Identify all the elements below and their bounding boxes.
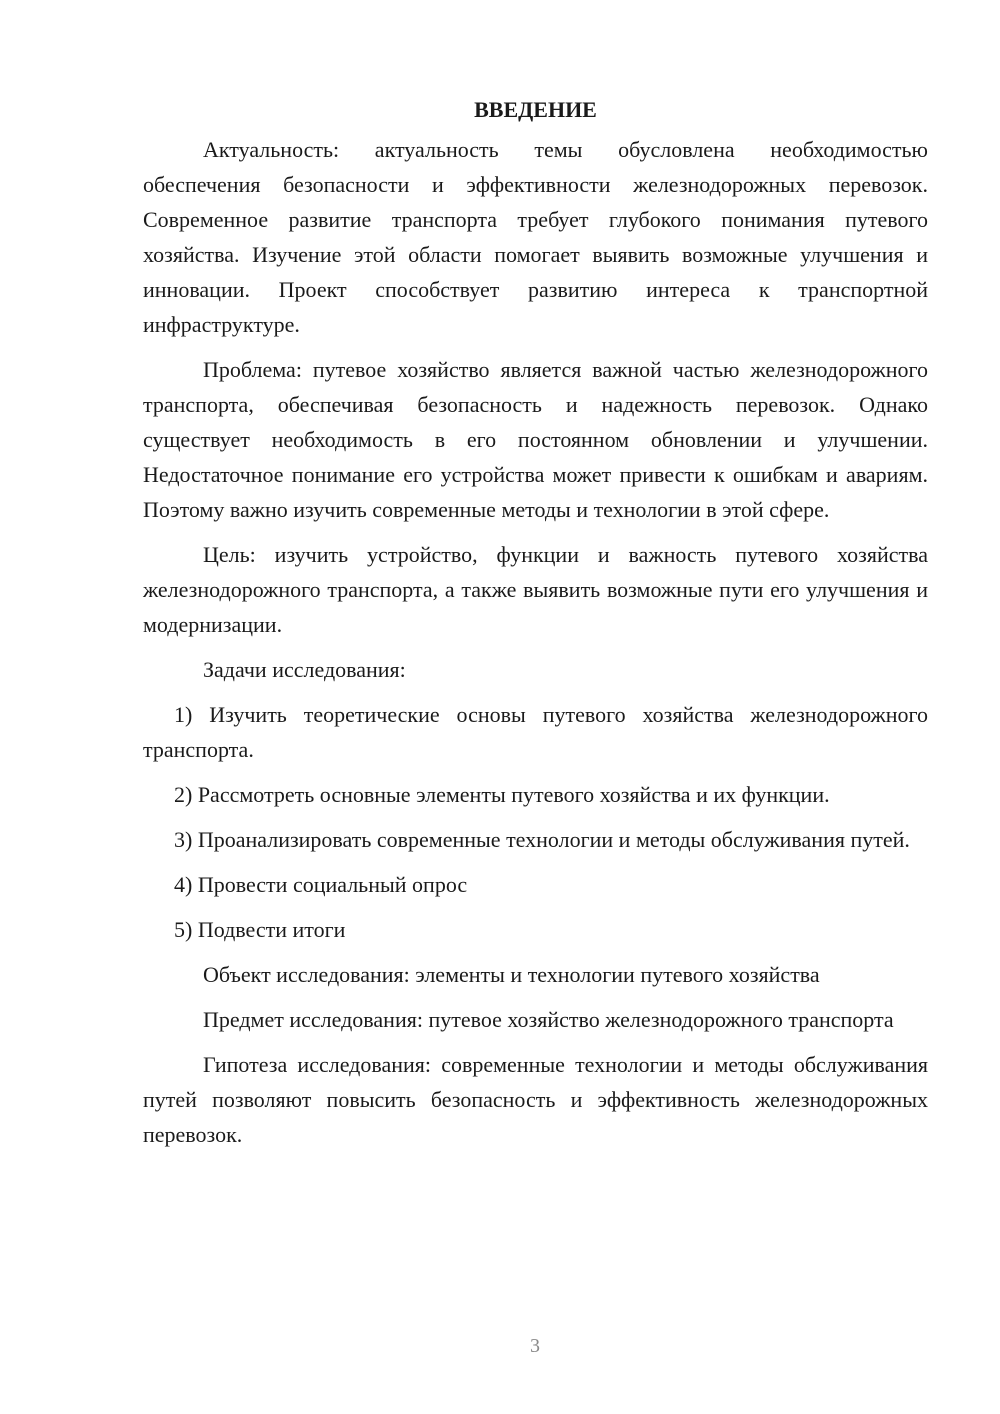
page-number: 3 (530, 1335, 540, 1357)
task-item-4: 4) Провести социальный опрос (174, 872, 468, 897)
document-page (143, 92, 928, 1162)
paragraph-tasks-heading: Задачи исследования: (203, 657, 406, 682)
task-item-1: 1) Изучить теоретические основы путевого хозяйства железнодорожного транспорта. (143, 702, 928, 762)
paragraph-hypothesis: Гипотеза исследования: современные технологии и методы обслуживания путей позволяют повысить безопасность и эффективность железнодорожных перевозок. (143, 1052, 928, 1147)
paragraph-relevance: Актуальность: актуальность темы обусловлена необходимостью обеспечения безопасности и эффективности железнодорожных перевозок. Современное развитие транспорта требует глубокого понимания путевого хозяйства. Изучение этой области помогает выявить возможные улучшения и инновации. Проект способствует развитию интереса к транспортной инфраструктуре. (143, 137, 928, 337)
paragraph-goal: Цель: изучить устройство, функции и важность путевого хозяйства железнодорожного транспорта, а также выявить возможные пути его улучшения и модернизации. (143, 542, 928, 637)
paragraph-problem: Проблема: путевое хозяйство является важной частью железнодорожного транспорта, обеспечивая безопасность и надежность перевозок. Однако существует необходимость в его постоянном обновлении и улучшении. Недостаточное понимание его устройства может привести к ошибкам и авариям. Поэтому важно изучить современные методы и технологии в этой сфере. (143, 357, 928, 522)
task-item-5: 5) Подвести итоги (174, 917, 346, 942)
section-title: ВВЕДЕНИЕ (474, 97, 597, 122)
task-item-3: 3) Проанализировать современные технологии и методы обслуживания путей. (174, 827, 910, 852)
paragraph-subject: Предмет исследования: путевое хозяйство железнодорожного транспорта (203, 1007, 894, 1032)
task-item-2: 2) Рассмотреть основные элементы путевого хозяйства и их функции. (174, 782, 830, 807)
paragraph-object: Объект исследования: элементы и технологии путевого хозяйства (203, 962, 820, 987)
